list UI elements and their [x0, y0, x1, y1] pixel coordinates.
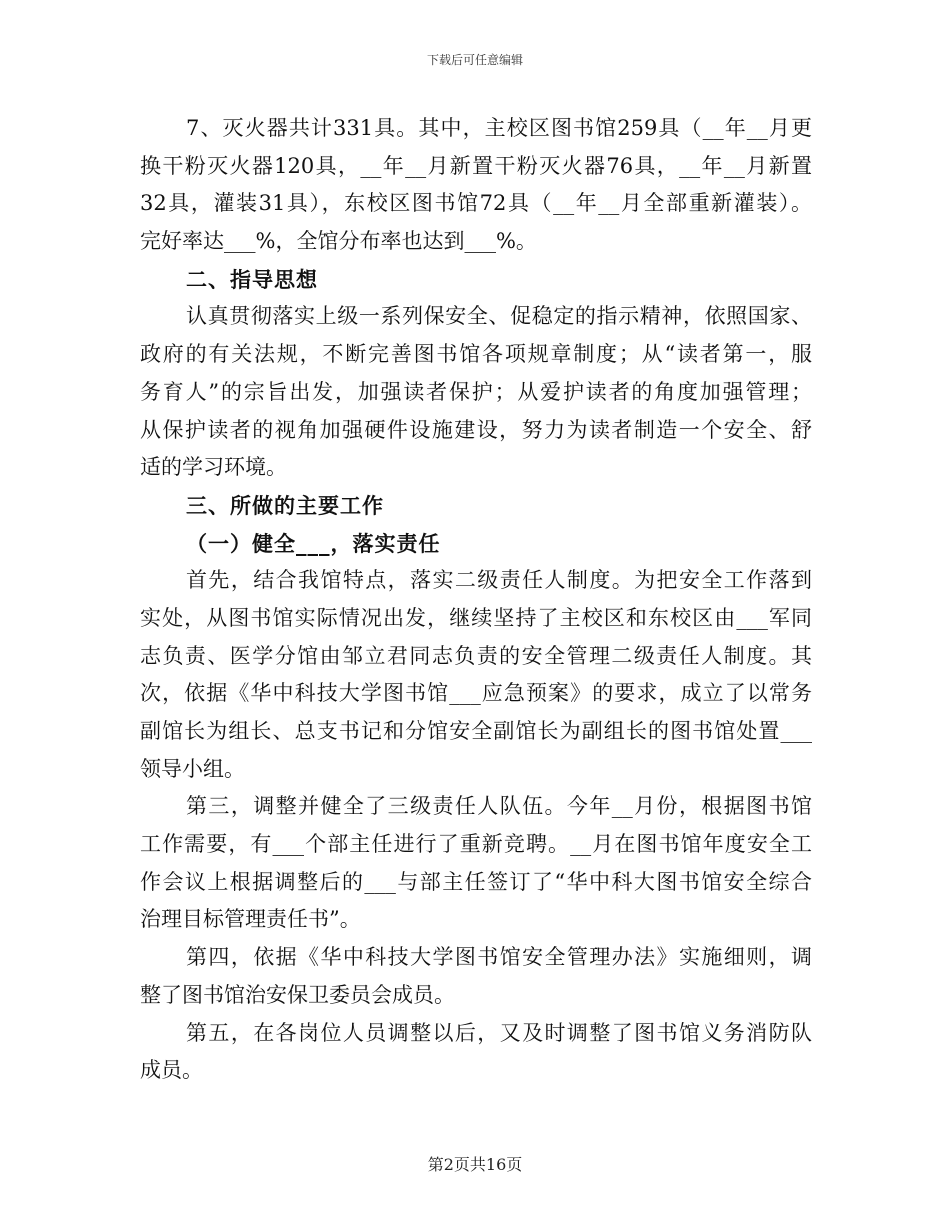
body-line: 完好率达___%，全馆分布率也达到___%。 — [140, 229, 537, 254]
body-line: 治理目标管理责任书”。 — [140, 907, 361, 932]
body-line: 从保护读者的视角加强硬件设施建设，努力为读者制造一个安全、舒 — [140, 417, 812, 442]
body-line: 32具，灌装31具），东校区图书馆72具（__年__月全部重新灌装）。 — [140, 191, 812, 216]
body-line: 认真贯彻落实上级一系列保安全、促稳定的指示精神，依照国家、 — [186, 304, 812, 329]
subsection-heading: （一）健全___，落实责任 — [186, 530, 441, 556]
body-line: 志负责、医学分馆由邹立君同志负责的安全管理二级责任人制度。其 — [140, 643, 812, 668]
body-line: 务育人”的宗旨出发，加强读者保护；从爱护读者的角度加强管理； — [140, 379, 812, 404]
body-line: 首先，结合我馆特点，落实二级责任人制度。为把安全工作落到 — [186, 568, 812, 593]
body-line: 副馆长为组长、总支书记和分馆安全副馆长为副组长的图书馆处置___ — [140, 719, 812, 743]
body-line: 政府的有关法规，不断完善图书馆各项规章制度；从“读者第一，服 — [140, 342, 812, 367]
section-heading: 三、所做的主要工作 — [186, 492, 384, 518]
page-header: 下载后可任意编辑 — [426, 53, 523, 67]
body-line: 第五，在各岗位人员调整以后，又及时调整了图书馆义务消防队 — [186, 1020, 812, 1045]
body-line: 换干粉灭火器120具，__年__月新置干粉灭火器76具，__年__月新置 — [140, 153, 812, 178]
body-line: 整了图书馆治安保卫委员会成员。 — [140, 982, 455, 1007]
body-line: 7、灭火器共计331具。其中，主校区图书馆259具（__年__月更 — [186, 116, 812, 140]
page-number: 第2页共16页 — [427, 1155, 523, 1174]
body-line: 成员。 — [140, 1058, 203, 1083]
document-body — [140, 110, 812, 1090]
body-line: 作会议上根据调整后的___与部主任签订了“华中科大图书馆安全综合 — [140, 869, 812, 894]
section-heading: 二、指导思想 — [186, 266, 318, 292]
body-line: 实处，从图书馆实际情况出发，继续坚持了主校区和东校区由___军同 — [140, 605, 812, 630]
body-line: 适的学习环境。 — [140, 455, 287, 480]
body-line: 次，依据《华中科技大学图书馆___应急预案》的要求，成立了以常务 — [140, 681, 812, 706]
body-line: 第三，调整并健全了三级责任人队伍。今年__月份，根据图书馆 — [186, 794, 812, 819]
body-line: 第四，依据《华中科技大学图书馆安全管理办法》实施细则，调 — [186, 945, 812, 970]
body-line: 领导小组。 — [140, 756, 245, 781]
body-line: 工作需要，有___个部主任进行了重新竞聘。__月在图书馆年度安全工 — [140, 832, 812, 857]
